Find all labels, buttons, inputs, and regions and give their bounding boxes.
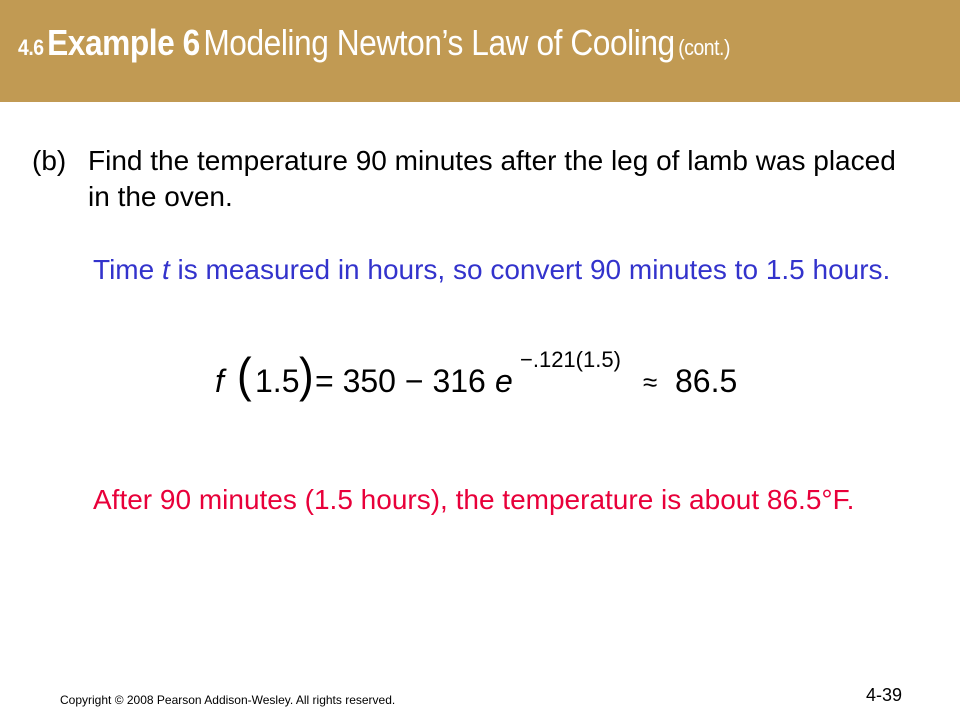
title-text: Modeling Newton’s Law of Cooling (203, 22, 675, 63)
problem-label: (b) (32, 145, 67, 176)
approx-symbol: ≈ (643, 367, 658, 397)
conversion-note (93, 252, 913, 288)
copyright-notice: Copyright © 2008 Pearson Addison-Wesley. All rights reserved. (60, 693, 396, 707)
note-prefix: Time (93, 254, 162, 285)
slide-header (0, 0, 960, 102)
slide-number: 4-39 (866, 685, 903, 705)
equation-rhs: = 350 − 316 (315, 363, 486, 399)
equation (215, 345, 755, 425)
right-paren: ) (299, 348, 314, 403)
equation-base: e (495, 363, 513, 399)
equation-argument: 1.5 (255, 363, 300, 399)
problem-text: Find the temperature 90 minutes after the leg of lamb was placed in the oven. (88, 145, 896, 212)
slide-title (18, 22, 730, 64)
example-label: Example 6 (47, 22, 200, 63)
equation-exponent: −.121(1.5) (520, 347, 621, 372)
note-suffix: is measured in hours, so convert 90 minutes to 1.5 hours. (169, 254, 891, 285)
conclusion-text: After 90 minutes (1.5 hours), the temperature is about 86.5°F. (93, 484, 855, 515)
equation-function: f (215, 363, 224, 399)
left-paren: ( (237, 348, 252, 403)
equation-result: 86.5 (675, 363, 738, 399)
continued-label: (cont.) (678, 35, 730, 60)
section-number: 4.6 (18, 35, 44, 60)
note-variable: t (161, 254, 170, 285)
problem-statement (32, 143, 912, 215)
